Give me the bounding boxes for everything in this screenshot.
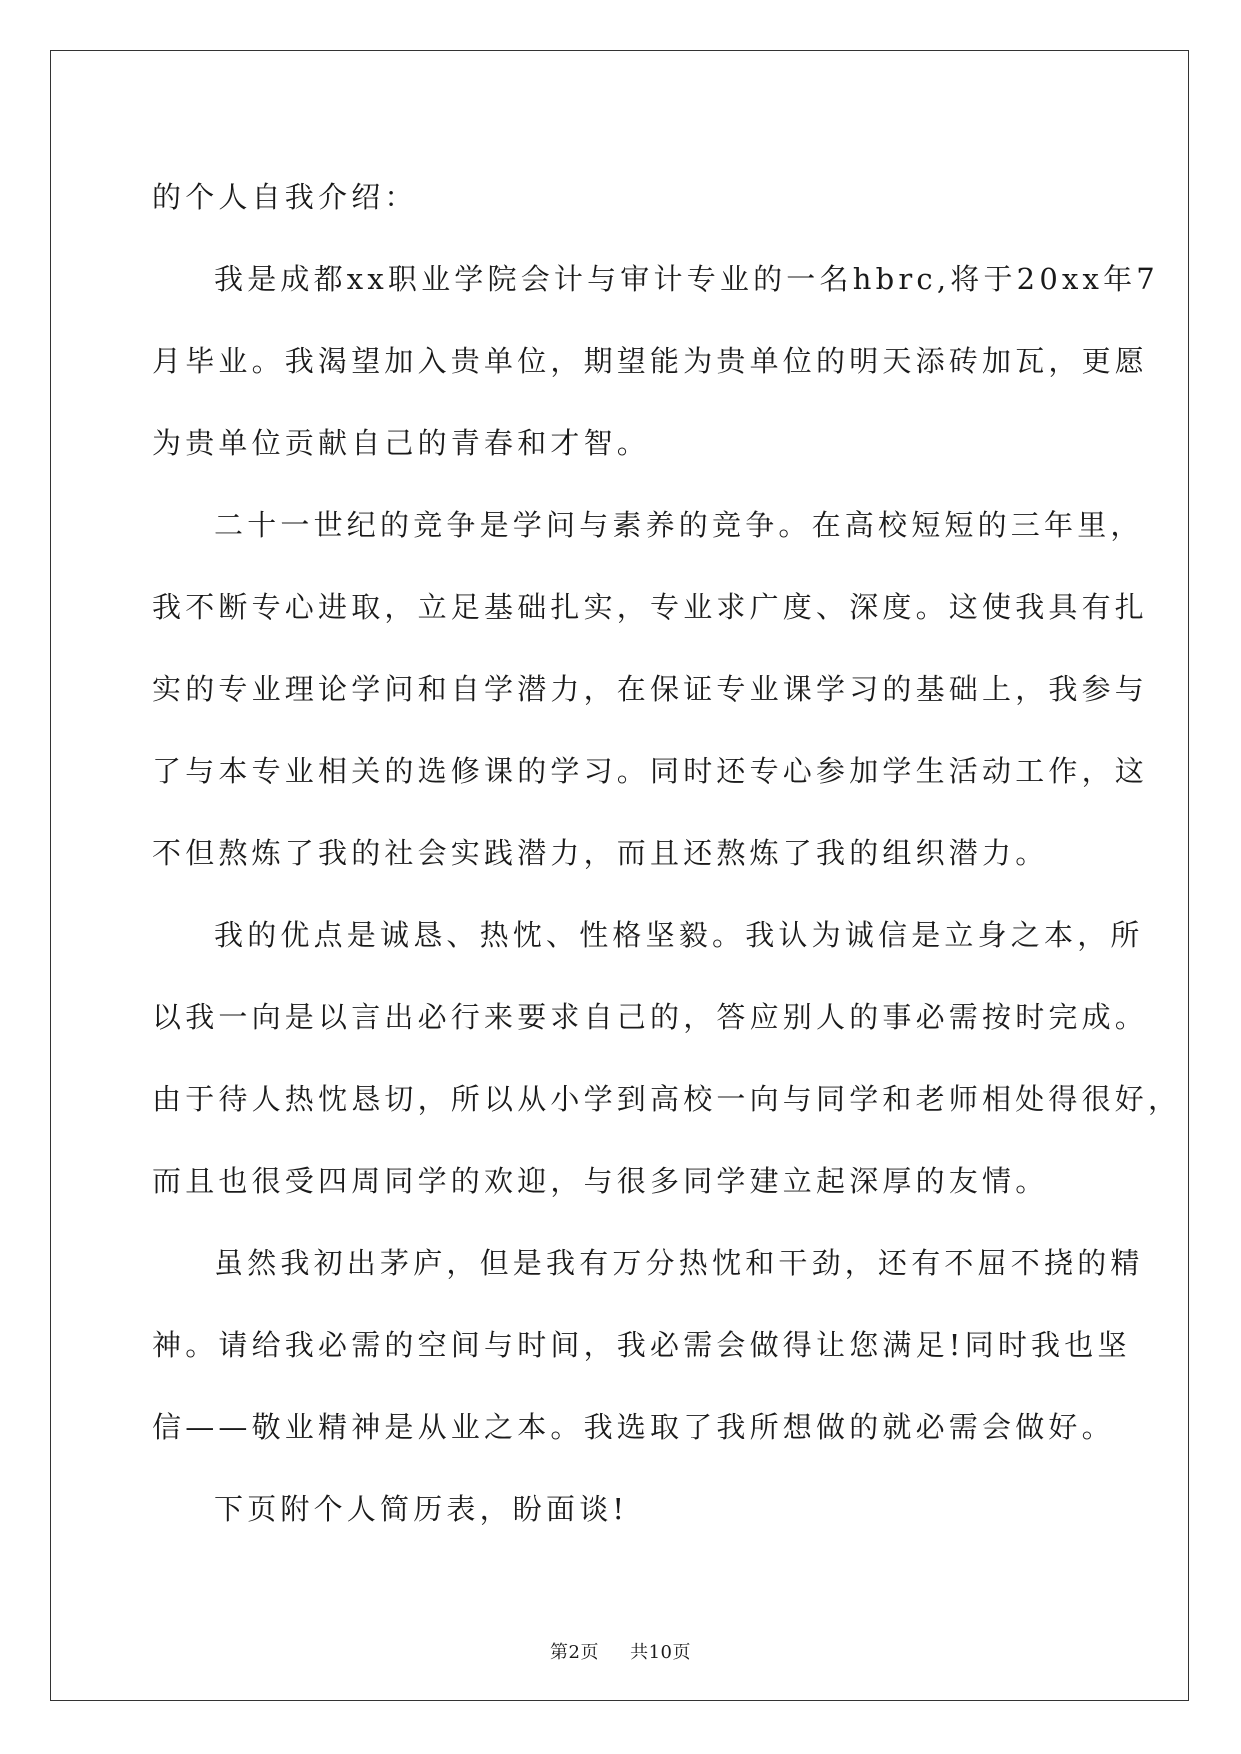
page-number: 第2页 [550, 1642, 599, 1663]
text-line: 由于待人热忱恳切，所以从小学到高校一向与同学和老师相处得很好， [152, 1082, 1182, 1116]
paragraph-start-line: 二十一世纪的竞争是学问与素养的竞争。在高校短短的三年里， [214, 508, 1144, 542]
text-line: 信——敬业精神是从业之本。我选取了我所想做的就必需会做好。 [152, 1410, 1115, 1444]
text-line: 实的专业理论学问和自学潜力，在保证专业课学习的基础上，我参与 [152, 672, 1149, 706]
text-line: 神。请给我必需的空间与时间，我必需会做得让您满足!同时我也坚 [152, 1328, 1131, 1362]
paragraph-start-line: 我是成都xx职业学院会计与审计专业的一名hbrc,将于20xx年7 [214, 262, 1159, 296]
text-line: 我不断专心进取，立足基础扎实，专业求广度、深度。这使我具有扎 [152, 590, 1149, 624]
footer-spacer [605, 1642, 624, 1663]
text-line: 月毕业。我渴望加入贵单位，期望能为贵单位的明天添砖加瓦，更愿 [152, 344, 1149, 378]
text-line: 的个人自我介绍： [152, 180, 418, 214]
text-line: 而且也很受四周同学的欢迎，与很多同学建立起深厚的友情。 [152, 1164, 1049, 1198]
paragraph-start-line: 我的优点是诚恳、热忱、性格坚毅。我认为诚信是立身之本，所 [214, 918, 1144, 952]
text-line: 以我一向是以言出必行来要求自己的，答应别人的事必需按时完成。 [152, 1000, 1149, 1034]
document-body [152, 156, 1182, 1550]
text-line: 不但熬炼了我的社会实践潜力，而且还熬炼了我的组织潜力。 [152, 836, 1049, 870]
text-line: 了与本专业相关的选修课的学习。同时还专心参加学生活动工作，这 [152, 754, 1149, 788]
paragraph-start-line: 虽然我初出茅庐，但是我有万分热忱和干劲，还有不屈不挠的精 [214, 1246, 1144, 1280]
page-footer [0, 1638, 1241, 1664]
text-line: 为贵单位贡献自己的青春和才智。 [152, 426, 651, 460]
page-total: 共10页 [630, 1642, 691, 1663]
paragraph-start-line: 下页附个人简历表，盼面谈! [214, 1492, 629, 1526]
